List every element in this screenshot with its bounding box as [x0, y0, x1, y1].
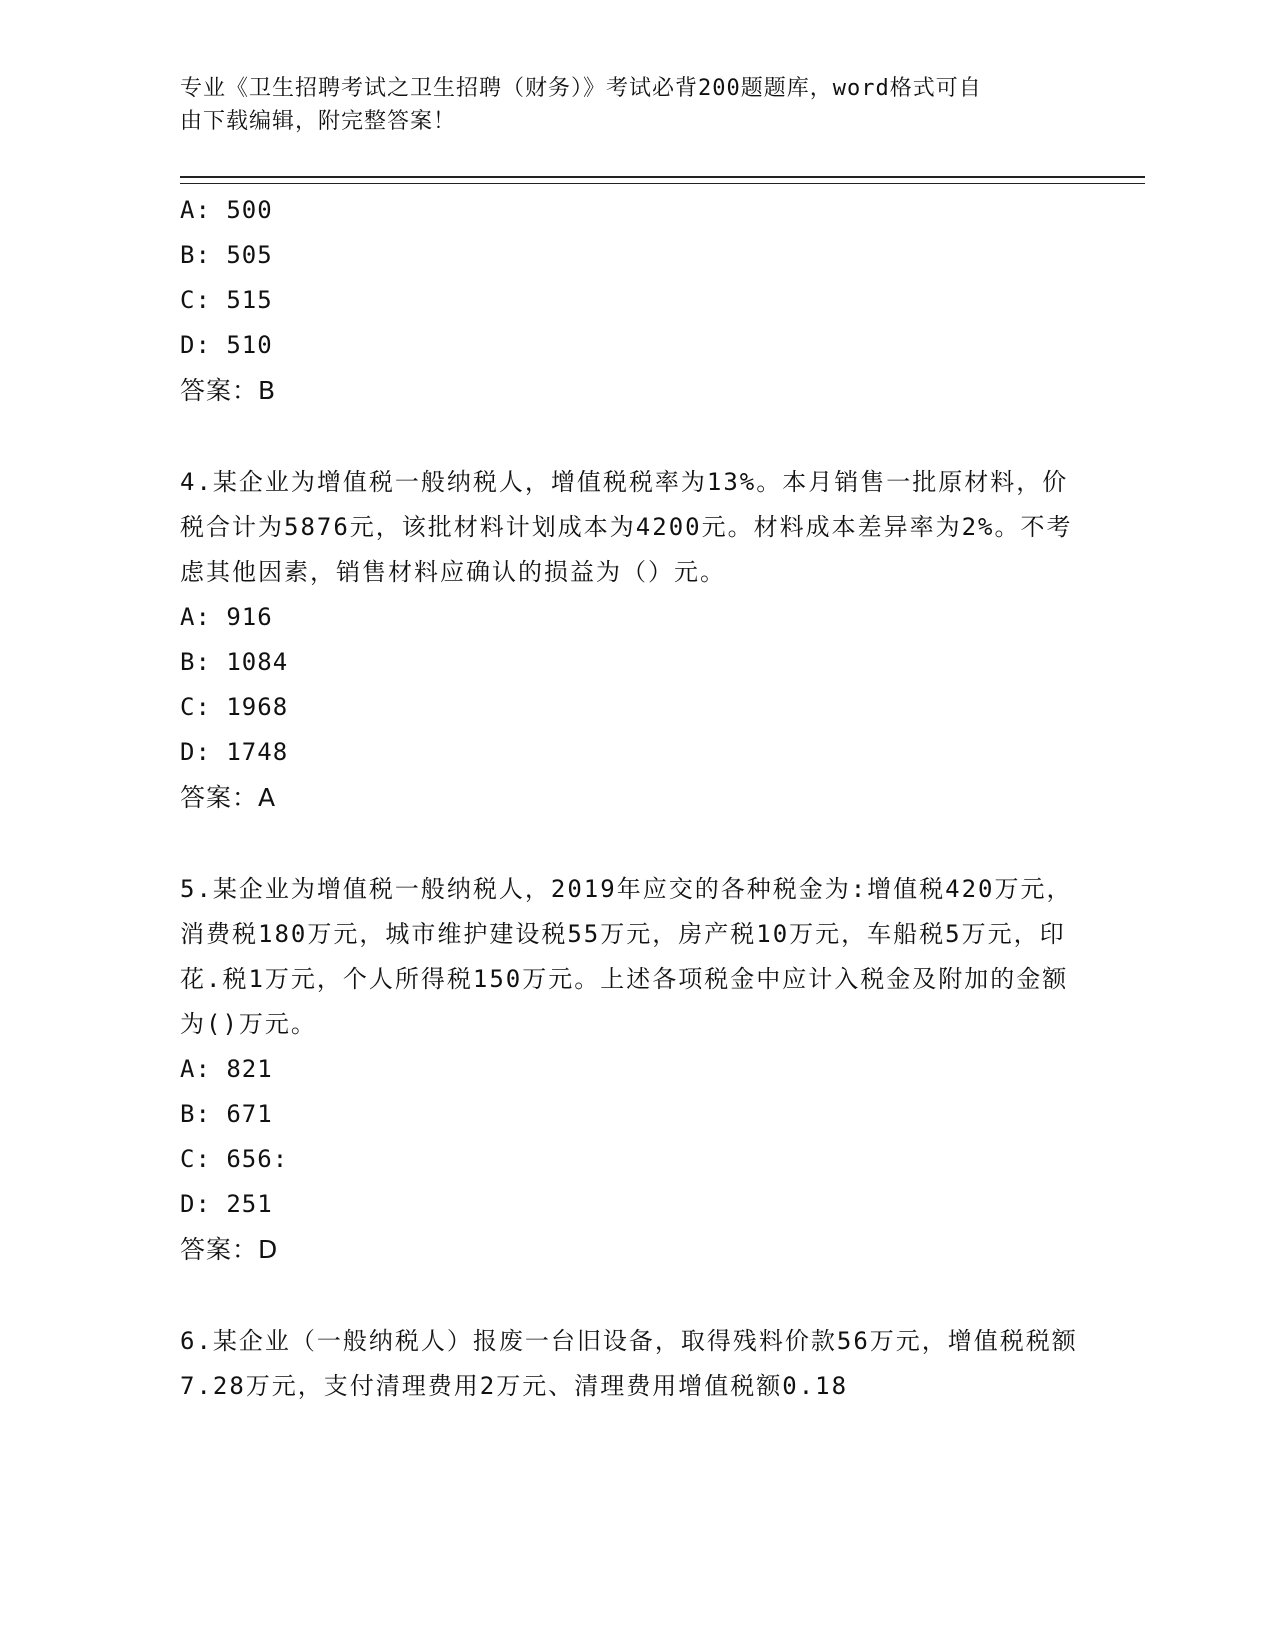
option-c: C: 515 — [180, 286, 273, 314]
question-text: 5.某企业为增值税一般纳税人，2019年应交的各种税金为:增值税420万元，消费税180万元，城市维护建设税55万元，房产税10万元，车船税5万元，印花.税1万元，个人所得税150万元。上述各项税金中应计入税金及附加的金额为()万元。 — [180, 875, 1073, 1038]
option-a: A: 821 — [180, 1055, 273, 1083]
answer: 答案：A — [180, 783, 277, 812]
option-b: B: 671 — [180, 1100, 273, 1128]
document-content — [180, 188, 1080, 1409]
header-line-1: 专业《卫生招聘考试之卫生招聘（财务）》考试必背200题题库，word格式可自 — [180, 76, 982, 101]
option-c: C: 1968 — [180, 693, 289, 721]
header-line-2: 由下载编辑，附完整答案！ — [180, 109, 457, 134]
option-c: C: 656: — [180, 1145, 289, 1173]
answer: 答案：B — [180, 376, 277, 405]
option-d: D: 510 — [180, 331, 273, 359]
question-text: 6.某企业（一般纳税人）报废一台旧设备，取得残料价款56万元，增值税税额7.28万元，支付清理费用2万元、清理费用增值税额0.18 — [180, 1327, 1078, 1400]
option-a: A: 500 — [180, 196, 273, 224]
question-3-block — [180, 188, 1080, 413]
question-5-block — [180, 867, 1080, 1272]
answer: 答案：D — [180, 1235, 279, 1264]
header-divider — [180, 176, 1145, 184]
question-text: 4.某企业为增值税一般纳税人，增值税税率为13%。本月销售一批原材料，价税合计为5876元，该批材料计划成本为4200元。材料成本差异率为2%。不考虑其他因素，销售材料应确认的损益为（）元。 — [180, 468, 1073, 586]
question-6-block — [180, 1319, 1080, 1409]
question-4-block — [180, 460, 1080, 820]
option-d: D: 1748 — [180, 738, 289, 766]
option-a: A: 916 — [180, 603, 273, 631]
option-d: D: 251 — [180, 1190, 273, 1218]
option-b: B: 1084 — [180, 648, 289, 676]
option-b: B: 505 — [180, 241, 273, 269]
document-header — [180, 72, 1040, 138]
